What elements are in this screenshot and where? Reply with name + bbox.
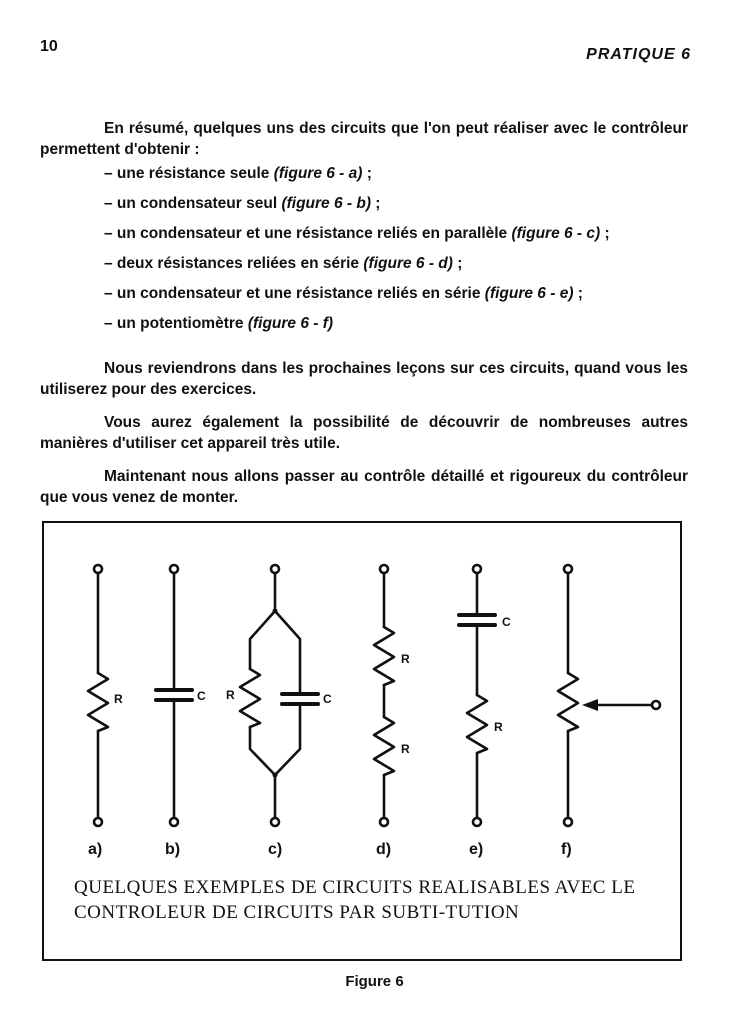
figure-reference: (figure 6 - f) [247,315,334,332]
label-capacitor-e: C [502,615,511,629]
list-item [104,284,704,314]
paragraph-detailed-check: Maintenant nous allons passer au contrôle détaillé et rigoureux du contrôleur que vous venez de monter. [40,468,688,506]
figure-title: Figure 6 [345,973,404,990]
paragraph-circuits-later: Nous reviendrons dans les prochaines leçons sur ces circuits, quand vous les utiliserez pour des exercices. [40,360,688,398]
label-capacitor-b: C [197,689,206,703]
figure-reference: (figure 6 - c) [511,225,601,242]
list-item-text: – un potentiomètre [104,315,248,332]
list-item-text: – une résistance seule [104,165,274,182]
list-item [104,194,704,224]
sublabel-b: b) [165,841,181,858]
circuit-list [104,164,704,344]
label-resistor-c: R [226,688,235,702]
list-item-text: – deux résistances reliées en série [104,255,364,272]
list-item-text: – un condensateur et une résistance reliés en série [104,285,485,302]
wiper-arrow-icon [582,699,598,711]
figure-reference: (figure 6 - b) [281,195,371,212]
list-item-end: ; [452,255,463,272]
intro-paragraph: En résumé, quelques uns des circuits que l'on peut réaliser avec le contrôleur permettent d'obtenir : [40,120,688,158]
running-head: PRATIQUE 6 [586,46,691,63]
circuit-d [374,565,394,826]
figure-caption: QUELQUES EXEMPLES DE CIRCUITS REALISABLES AVEC LE CONTROLEUR DE CIRCUITS PAR SUBTI-TUTION [74,877,636,923]
list-item-text: – un condensateur et une résistance reliés en parallèle [104,225,512,242]
junction-dot [273,609,278,614]
sublabel-f: f) [561,841,572,858]
label-resistor-d2: R [401,742,410,756]
junction-dot [273,773,278,778]
figure-reference: (figure 6 - a) [273,165,363,182]
list-item-end: ; [600,225,610,242]
label-resistor-e: R [494,720,503,734]
sublabel-e: e) [469,841,484,858]
sublabel-d: d) [376,841,392,858]
label-resistor-a: R [114,692,123,706]
circuit-diagrams [44,523,680,868]
list-item [104,254,704,284]
circuit-c [240,565,318,826]
paragraph-other-uses: Vous aurez également la possibilité de découvrir de nombreuses autres manières d'utiliser cet appareil très utile. [40,414,688,452]
figure-box [42,521,682,961]
list-item-end: ; [573,285,583,302]
list-item [104,164,704,194]
list-item [104,224,704,254]
sublabel-c: c) [268,841,283,858]
circuit-b [156,565,192,826]
sublabel-a: a) [88,841,103,858]
list-item-end: ; [371,195,381,212]
label-capacitor-c: C [323,692,332,706]
figure-reference: (figure 6 - d) [363,255,453,272]
page-number: 10 [40,38,58,55]
circuit-e [459,565,495,826]
circuit-a [88,565,108,826]
circuit-f [558,565,660,826]
figure-reference: (figure 6 - e) [484,285,574,302]
list-item [104,314,704,344]
list-item-end: ; [362,165,372,182]
label-resistor-d1: R [401,652,410,666]
list-item-text: – un condensateur seul [104,195,282,212]
